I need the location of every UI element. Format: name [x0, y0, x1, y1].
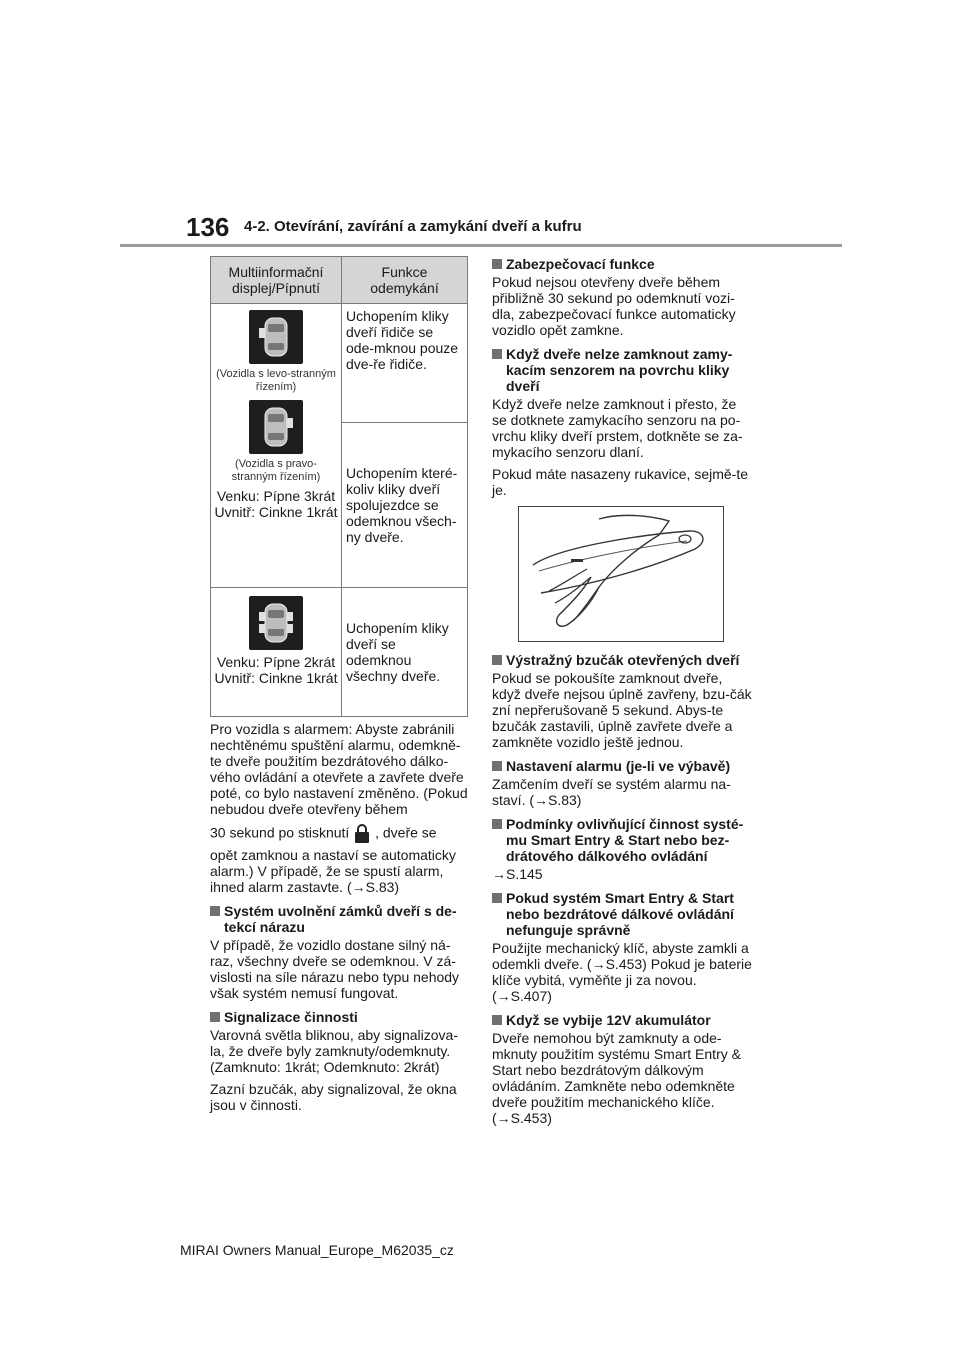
unlock-function-table	[210, 256, 468, 717]
table-header-function: Funkce odemykání	[342, 257, 468, 304]
section-body: Když dveře nelze zamknout i přesto, že se dotknete zamykacího senzoru na po-vrchu kliky dveří prstem, dotkněte se za-mykacího senzoru dlaní.	[492, 396, 743, 460]
section-body: Pokud se pokoušíte zamknout dveře, když dveře nejsou úplně zavřeny, bzu-čák zní nepřerušovaně 5 sekund. Abys-te bzučák zastavili, úplně zavřete dveře a zamkněte vozidlo ještě jednou.	[492, 670, 752, 750]
section-title-conditions: Podmínky ovlivňující činnost systé-mu Smart Entry & Start nebo bez-drátového dálkového ovládání	[492, 816, 754, 864]
table-row	[211, 304, 468, 423]
section-title-alarm-setting: Nastavení alarmu (je-li ve výbavě)	[492, 758, 754, 774]
section-title-open-door-buzzer: Výstražný bzučák otevřených dveří	[492, 652, 754, 668]
hand-on-handle-illustration	[518, 506, 724, 642]
section-title-12v-battery: Když se vybije 12V akumulátor	[492, 1012, 754, 1028]
caption-lhd: (Vozidla s levo-stranným řízením)	[216, 368, 336, 393]
table-row	[211, 588, 468, 717]
section-body: Dveře nemohou být zamknuty a ode-mknuty použitím systému Smart Entry & Start nebo bezdrátovým dálkovým ovládáním. Zamkněte nebo odemkněte dveře použitím mechanického klíče. (→S.453)	[492, 1030, 741, 1126]
footer-text: MIRAI Owners Manual_Europe_M62035_cz	[180, 1242, 454, 1258]
section-title-security: Zabezpečovací funkce	[492, 256, 754, 272]
car-driver-door-rhd-icon	[249, 400, 303, 454]
section-body: Pokud nejsou otevřeny dveře během přibližně 30 sekund po odemknutí vozi-dla, zabezpečovací funkce automaticky vozidlo opět zamkne.	[492, 274, 736, 338]
display-cell	[211, 304, 342, 588]
section-body: Použijte mechanický klíč, abyste zamkli a odemkli dveře. (→S.453) Pokud je baterie klíče vybitá, vyměňte ji za novou. (→S.407)	[492, 940, 752, 1004]
alarm-paragraph-line: 30 sekund po stisknutí , dveře se	[210, 823, 468, 845]
alarm-paragraph: Pro vozidla s alarmem: Abyste zabránili nechtěnému spuštění alarmu, odemkně-te dveře použitím bezdrátového dálko-vého ovládání a otevřete a zavřete dveře poté, co bylo nastavení změněno. (Pokud nebudou dveře otevřeny během	[210, 721, 468, 817]
left-column	[210, 256, 468, 1119]
section-body: →S.145	[492, 866, 543, 882]
chapter-title: 4-2. Otevírání, zavírání a zamykání dveří a kufru	[244, 218, 582, 235]
section-body: Zazní bzučák, aby signalizoval, že okna jsou v činnosti.	[210, 1081, 457, 1113]
signal-3-beeps: Venku: Pípne 3krát Uvnitř: Cinkne 1krát	[214, 488, 338, 520]
header-divider	[120, 244, 842, 247]
right-column	[492, 256, 754, 1132]
table-header-display: Multiinformační displej/Pípnutí	[211, 257, 342, 304]
section-body: Pokud máte nasazeny rukavice, sejmě-te je.	[492, 466, 749, 498]
caption-rhd: (Vozidla s pravo-stranným řízením)	[231, 458, 321, 483]
function-passenger-all: Uchopením které-koliv kliky dveří spolujezdce se odemknou všech-ny dveře.	[342, 423, 468, 588]
function-all-doors: Uchopením kliky dveří se odemknou všechny dveře.	[342, 588, 468, 717]
section-body: V případě, že vozidlo dostane silný ná-raz, všechny dveře se odemknou. V zá-vislosti na síle nárazu nebo typu nehody však systém nemusí fungovat.	[210, 937, 460, 1001]
signal-2-beeps: Venku: Pípne 2krát Uvnitř: Cinkne 1krát	[214, 654, 338, 686]
display-cell	[211, 588, 342, 717]
section-title-operation-signal: Signalizace činnosti	[210, 1009, 468, 1025]
function-driver-only: Uchopením kliky dveří řidiče se ode-mknou pouze dve-ře řidiče.	[342, 304, 468, 423]
alarm-paragraph-end: opět zamknou a nastaví se automaticky alarm.) V případě, že se spustí alarm, ihned alarm zastavte. (→S.83)	[210, 847, 456, 895]
section-title-lock-sensor: Když dveře nelze zamknout zamy-kacím senzorem na povrchu kliky dveří	[492, 346, 754, 394]
page-number: 136	[186, 212, 230, 242]
section-body: Varovná světla bliknou, aby signalizova-la, že dveře byly zamknuty/odemknuty. (Zamknuto: 1krát; Odemknuto: 2krát)	[210, 1027, 458, 1075]
section-title-malfunction: Pokud systém Smart Entry & Start nebo bezdrátové dálkové ovládání nefunguje správně	[492, 890, 754, 938]
lock-key-icon	[353, 823, 371, 845]
car-all-doors-icon	[249, 596, 303, 650]
section-title-impact-unlock: Systém uvolnění zámků dveří s de-tekcí nárazu	[210, 903, 468, 935]
section-body: Zamčením dveří se systém alarmu na-staví. (→S.83)	[492, 776, 731, 808]
car-driver-door-lhd-icon	[249, 310, 303, 364]
